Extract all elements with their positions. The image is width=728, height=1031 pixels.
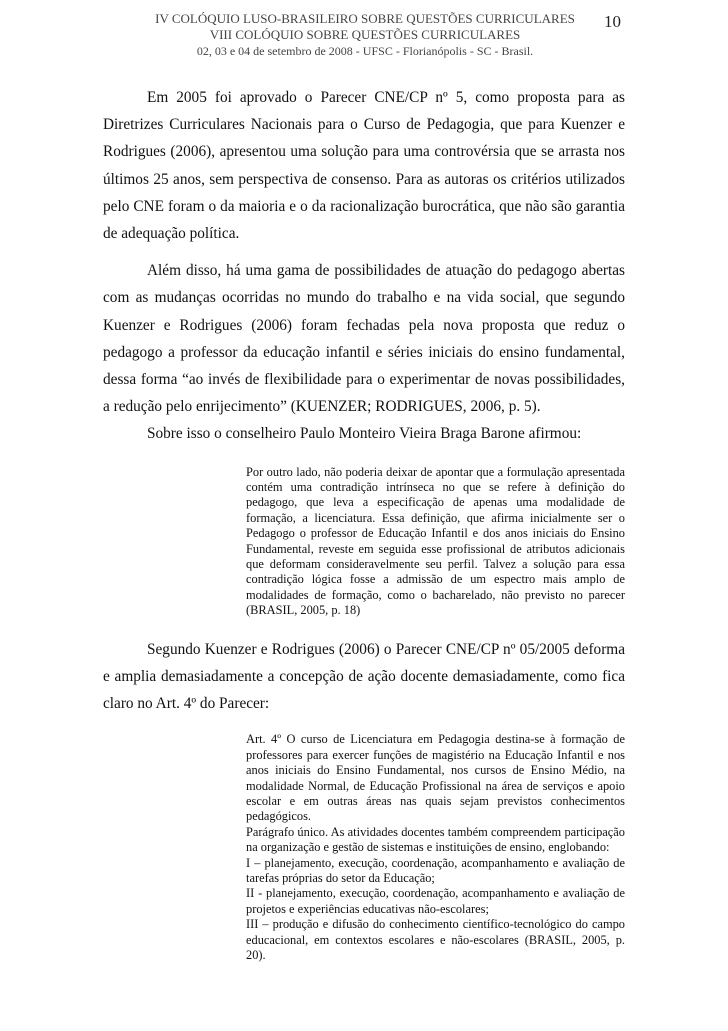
paragraph-possibilidades-pedagogo: Além disso, há uma gama de possibilidades de atuação do pedagogo abertas com as mudanças ocorridas no mundo do trabalho e na vida social, que segundo Kuenzer e Rodrigues (2006) foram fechadas pela nova proposta que reduz o pedagogo a professor da educação infantil e séries iniciais do ensino fundamental, dessa forma “ao invés de flexibilidade para o experimentar de novas possibilidades, a redução pelo enrijecimento” (KUENZER; RODRIGUES, 2006, p. 5). [103,262,625,416]
page-header [130,11,600,59]
document-body [103,84,625,963]
paragraph-parecer-2005: Em 2005 foi aprovado o Parecer CNE/CP nº 5, como proposta para as Diretrizes Curriculares Nacionais para o Curso de Pedagogia, que para Kuenzer e Rodrigues (2006), apresentou uma solução para uma controvérsia que se arrasta nos últimos 25 anos, sem perspectiva de consenso. Para as autoras os critérios utilizados pelo CNE foram o da maioria e o da racionalização burocrática, que não são garantia de adequação política. [103,89,625,243]
block-quote-line: Art. 4º O curso de Licenciatura em Pedagogia destina-se à formação de professores para exercer funções de magistério na Educação Infantil e nos anos iniciais do Ensino Fundamental, nos cursos de Ensino Médio, na modalidade Normal, de Educação Profissional na área de serviços e apoio escolar e em outras áreas nas quais sejam previstos conhecimentos pedagógicos. [246,732,625,824]
paragraph-conselheiro-barone: Sobre isso o conselheiro Paulo Monteiro Vieira Braga Barone afirmou: [147,425,582,443]
header-conference-subtitle: VIII COLÓQUIO SOBRE QUESTÕES CURRICULARES [209,27,521,42]
paragraph-kuenzer-rodrigues: Segundo Kuenzer e Rodrigues (2006) o Parecer CNE/CP nº 05/2005 deforma e amplia demasiadamente a concepção de ação docente demasiadamente, como fica claro no Art. 4º do Parecer: [103,640,625,713]
header-conference-date-location: 02, 03 e 04 de setembro de 2008 - UFSC - Florianópolis - SC - Brasil. [196,44,534,58]
header-conference-title: IV COLÓQUIO LUSO-BRASILEIRO SOBRE QUESTÕES CURRICULARES [155,11,575,26]
block-quote-art-4 [246,732,625,963]
block-quote-barone [246,465,625,619]
block-quote-line: III – produção e difusão do conhecimento científico-tecnológico do campo educacional, em contextos escolares e não-escolares (BRASIL, 2005, p. 20). [246,917,625,962]
block-quote-line: I – planejamento, execução, coordenação, acompanhamento e avaliação de tarefas próprias do setor da Educação; [246,855,625,885]
block-quote-line: II - planejamento, execução, coordenação, acompanhamento e avaliação de projetos e experiências educativas não-escolares; [246,886,625,916]
block-quote-text: Por outro lado, não poderia deixar de apontar que a formulação apresentada contém uma contradição intrínseca no que se refere à definição do pedagogo, que leva a especificação de apenas uma modalidade de formação, a licenciatura. Essa definição, que afirma inicialmente ser o Pedagogo o professor de Educação Infantil e dos anos iniciais do Ensino Fundamental, reveste em seguida esse profissional de atributos adicionais que deformam consideravelmente seu perfil. Talvez a solução para essa contradição lógica fosse a admissão de um espectro mais amplo de modalidades de formação, como o bacharelado, não previsto no parecer (BRASIL, 2005, p. 18) [246,464,625,618]
block-quote-line: Parágrafo único. As atividades docentes também compreendem participação na organização e gestão de sistemas e instituições de ensino, englobando: [246,824,625,855]
page-number: 10 [604,12,621,31]
